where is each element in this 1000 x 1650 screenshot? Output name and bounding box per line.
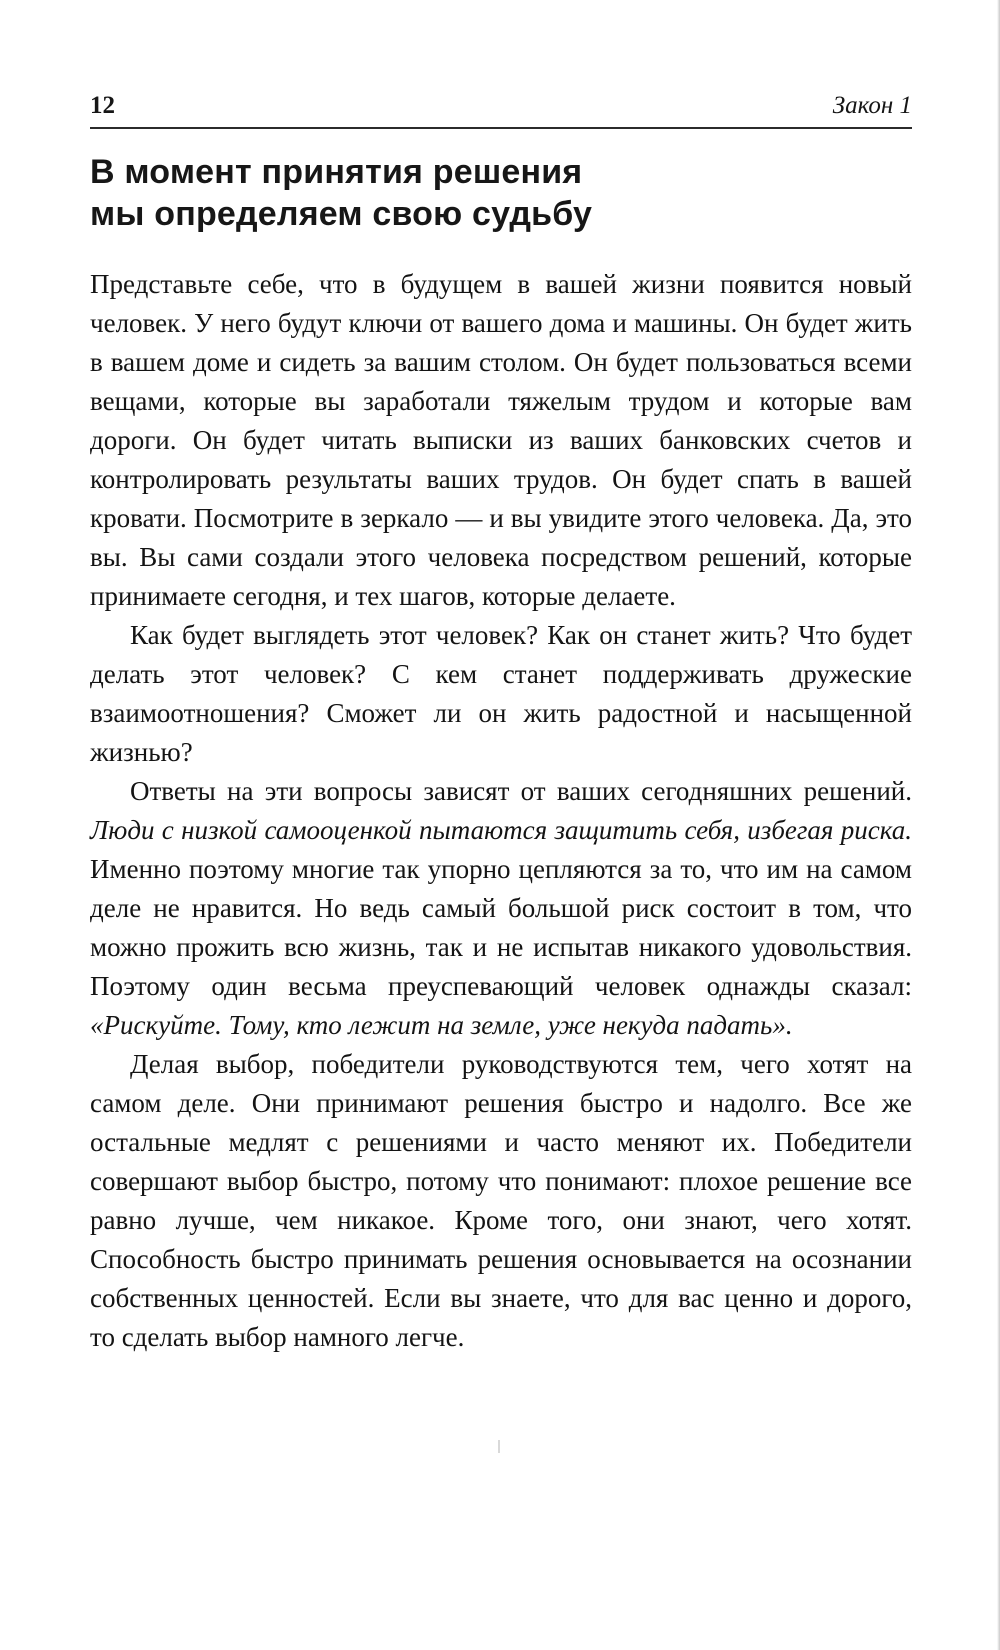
text-run: Как будет выглядеть этот человек? Как он станет жить? Что будет делать этот человек? С кем станет поддерживать дружеские взаимоотношения? Сможет ли он жить радостной и насыщенной жизнью? [90,619,912,767]
text-run: Представьте себе, что в будущем в вашей жизни появится новый человек. У него будут ключи от вашего дома и машины. Он будет жить в вашем доме и сидеть за вашим столом. Он будет пользоваться всеми вещами, которые вы заработали тяжелым трудом и которые вам дороги. Он будет читать выписки из ваших банковских счетов и контролировать результаты ваших трудов. Он будет спать в вашей кровати. Посмотрите в зеркало — и вы увидите этого человека. Да, это вы. Вы сами создали этого человека посредством решений, которые принимаете сегодня, и тех шагов, которые делаете. [90,268,912,611]
paragraph [90,265,912,616]
page-number: 12 [90,92,115,119]
text-run: Ответы на эти вопросы зависят от ваших сегодняшних решений. [130,775,912,806]
paragraph [90,616,912,772]
running-title: Закон 1 [832,92,912,119]
italic-text-run: «Рискуйте. Тому, кто лежит на земле, уже некуда падать». [90,1009,793,1040]
chapter-heading-line1: В момент принятия решения [90,152,583,191]
text-run: Именно поэтому многие так упорно цепляются за то, что им на самом деле не нравится. Но ведь самый большой риск состоит в том, что можно прожить всю жизнь, так и не испытав никакого удовольствия. Поэтому один весьма преуспевающий человек однажды сказал: [90,853,912,1001]
chapter-heading [90,151,912,235]
paragraph [90,772,912,1045]
italic-text-run: Люди с низкой самооценкой пытаются защитить себя, избегая риска. [90,814,912,845]
header-rule [90,127,912,129]
body-text [90,265,912,1357]
scan-artifact [498,1440,500,1453]
chapter-heading-line2: мы определяем свою судьбу [90,194,593,233]
paragraph [90,1045,912,1357]
text-run: Делая выбор, победители руководствуются тем, чего хотят на самом деле. Они принимают решения быстро и надолго. Все же остальные медлят с решениями и часто меняют их. Победители совершают выбор быстро, потому что понимают: плохое решение все равно лучше, чем никакое. Кроме того, они знают, чего хотят. Способность быстро принимать решения основывается на осознании собственных ценностей. Если вы знаете, что для вас ценно и дорого, то сделать выбор намного легче. [90,1048,912,1352]
page-header [90,92,912,120]
